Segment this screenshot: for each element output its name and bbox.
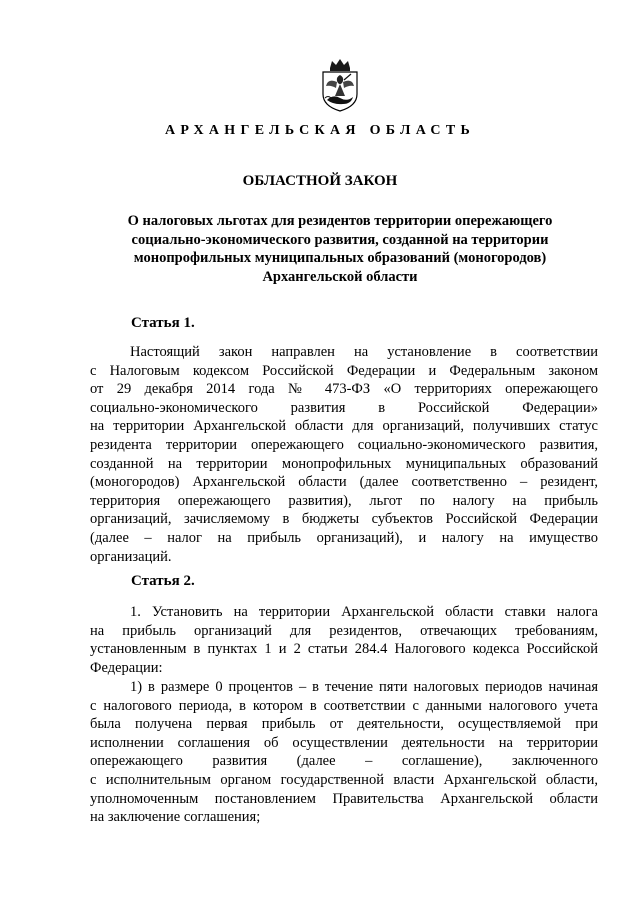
paragraph-line: 1) в размере 0 процентов – в течение пяти налоговых периодов начиная — [130, 679, 598, 695]
paragraph-line: исполнении соглашения об осуществлении деятельности на территории — [90, 734, 598, 751]
paragraph-line: с исполнительным органом государственной власти Архангельской области, — [90, 771, 598, 788]
paragraph-line: с Налоговым кодексом Российской Федерации и Федеральным законом — [90, 362, 598, 379]
paragraph-line: организаций. — [90, 548, 172, 565]
law-title — [100, 212, 580, 286]
paragraph-line: 1. Установить на территории Архангельской области ставки налога — [130, 604, 598, 620]
article-1-heading: Статья 1. — [131, 315, 195, 331]
paragraph-line: (моногородов) Архангельской области (далее соответственно – резидент, — [90, 474, 598, 491]
paragraph-line: опережающего развития (далее – соглашение), заключенного — [90, 753, 598, 770]
paragraph-line: социально-экономического развития в Российской Федерации» — [90, 399, 598, 416]
paragraph-line: на прибыль организаций для резидентов, отвечающих требованиям, — [90, 622, 598, 639]
law-title-line: социально-экономического развития, созданной на территории — [131, 231, 549, 248]
paragraph-line: с налогового периода, в котором в соответствии с данными налогового учета — [90, 697, 598, 714]
article-2-heading: Статья 2. — [131, 573, 195, 589]
paragraph-line: резидента территории опережающего социально-экономического развития, — [90, 436, 598, 453]
law-title-line: Архангельской области — [262, 268, 418, 285]
paragraph-line: была получена первая прибыль от деятельности, осуществляемой при — [90, 716, 598, 733]
paragraph-line: созданной на территории монопрофильных муниципальных образований — [90, 455, 598, 472]
article-2-subpoint-1 — [90, 678, 598, 827]
paragraph-line: на заключение соглашения; — [90, 809, 261, 826]
paragraph-line: на территории Архангельской области для организаций, получивших статус — [90, 418, 598, 435]
paragraph-line: (далее – налог на прибыль организаций), и налогу на имущество — [90, 529, 598, 546]
law-title-line: монопрофильных муниципальных образований (моногородов) — [133, 250, 547, 266]
article-2-point-1 — [90, 603, 598, 677]
paragraph-line: территория опережающего развития), льгот по налогу на прибыль — [90, 492, 598, 509]
region-heading: АРХАНГЕЛЬСКАЯ ОБЛАСТЬ — [164, 123, 476, 138]
paragraph-line: Федерации: — [90, 659, 163, 676]
paragraph-line: организаций, зачисляемому в бюджеты субъектов Российской Федерации — [90, 511, 598, 528]
law-title-line: О налоговых льготах для резидентов территории опережающего — [127, 213, 553, 229]
paragraph-line: установленным в пунктах 1 и 2 статьи 284.4 Налогового кодекса Российской — [90, 641, 598, 658]
article-1-paragraph — [90, 343, 598, 566]
law-type-heading: ОБЛАСТНОЙ ЗАКОН — [242, 173, 398, 189]
coat-of-arms-icon — [319, 58, 361, 112]
paragraph-line: Настоящий закон направлен на установление в соответствии — [130, 344, 598, 360]
paragraph-line: от 29 декабря 2014 года № 473-ФЗ «О территориях опережающего — [90, 381, 598, 398]
paragraph-line: уполномоченным постановлением Правительства Архангельской области — [90, 790, 598, 807]
